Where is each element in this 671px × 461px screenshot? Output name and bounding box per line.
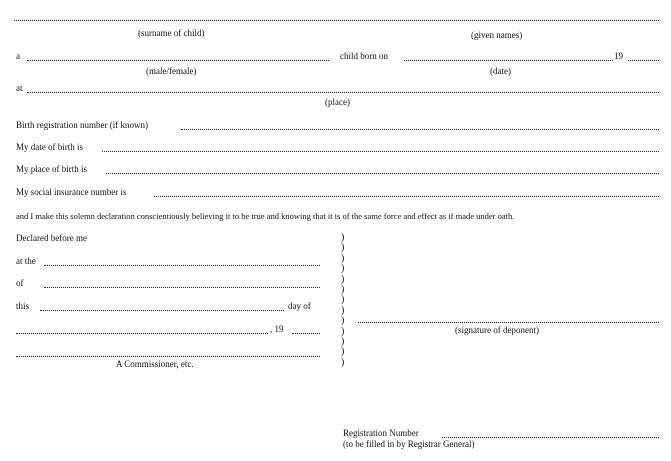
date-of-birth-field[interactable] [102, 151, 659, 152]
place-field[interactable] [27, 92, 659, 93]
commissioner-signature-field[interactable] [16, 356, 320, 357]
registration-note: (to be filled in by Registrar General) [343, 439, 475, 449]
surname-caption: (surname of child) [138, 28, 205, 38]
date-caption: (date) [490, 66, 511, 76]
sex-field[interactable] [27, 60, 329, 61]
registration-number-label: Birth registration number (if known) [16, 120, 148, 130]
given-names-caption: (given names) [471, 30, 523, 40]
deponent-caption: (signature of deponent) [455, 325, 539, 335]
registration-number-field[interactable] [181, 129, 659, 130]
social-insurance-field[interactable] [154, 196, 659, 197]
commission-year-prefix: , 19 [270, 324, 284, 334]
place-of-birth-field[interactable] [106, 173, 659, 174]
born-on-label: child born on [340, 51, 388, 61]
this-label: this [16, 301, 30, 311]
birth-date-field[interactable] [404, 60, 613, 61]
declared-before-label: Declared before me [16, 233, 87, 243]
of-label: of [16, 278, 24, 288]
birth-year-field[interactable] [628, 60, 659, 61]
of-field[interactable] [44, 287, 320, 288]
declaration-text: and I make this solemn declaration conscientiously believing it to be true and knowing that it is of the same force and effect as if made under oath. [16, 211, 515, 221]
bracket-column: ) ) ) ) ) ) ) ) ) ) ) ) ) [341, 232, 345, 368]
social-insurance-label: My social insurance number is [16, 187, 127, 197]
registration-field[interactable] [442, 437, 659, 438]
article-label: a [16, 51, 20, 61]
month-field[interactable] [16, 333, 268, 334]
day-of-label: day of [288, 301, 311, 311]
deponent-signature-field[interactable] [358, 322, 659, 323]
place-of-birth-label: My place of birth is [16, 164, 87, 174]
birth-year-prefix: 19 [614, 51, 623, 61]
at-the-label: at the [16, 256, 36, 266]
at-the-field[interactable] [44, 265, 320, 266]
this-day-field[interactable] [40, 310, 284, 311]
surname-field[interactable] [14, 20, 659, 21]
date-of-birth-label: My date of birth is [16, 142, 83, 152]
commission-year-field[interactable] [292, 333, 320, 334]
place-caption: (place) [325, 97, 350, 107]
at-label: at [16, 83, 23, 93]
registration-label: Registration Number [343, 428, 419, 438]
commissioner-caption: A Commissioner, etc. [116, 359, 194, 369]
sex-caption: (male/female) [146, 66, 197, 76]
